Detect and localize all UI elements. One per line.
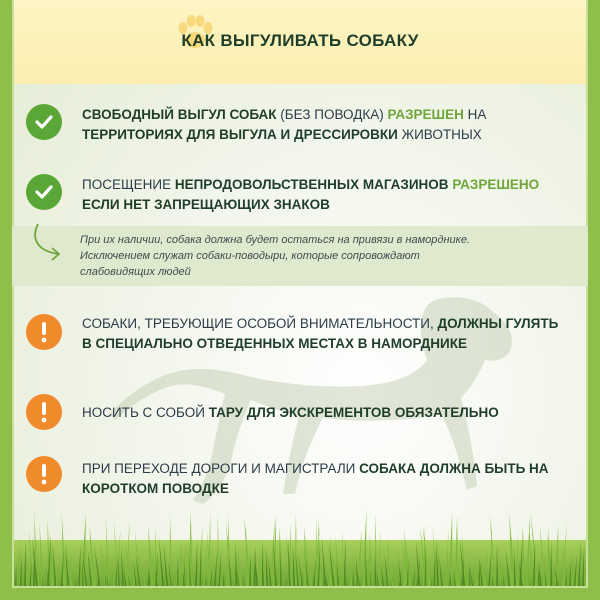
check-circle-icon: [26, 174, 62, 210]
header-banner: [0, 0, 600, 84]
note-line-2: Исключением служат собаки-поводыри, которые сопровождают: [80, 250, 420, 262]
rule-text-5: [82, 459, 552, 499]
curved-arrow-icon: [28, 222, 68, 266]
note-line-3: слабовидящих людей: [80, 266, 191, 278]
rule-text-1: [82, 105, 582, 145]
rule-text-4: [82, 403, 572, 423]
rule-text-segment: ЕСЛИ НЕТ ЗАПРЕЩАЮЩИХ ЗНАКОВ: [82, 197, 330, 212]
rule-text-segment: СВОБОДНЫЙ ВЫГУЛ СОБАК: [82, 107, 277, 122]
rule-text-segment: СОБАКИ, ТРЕБУЮЩИЕ ОСОБОЙ ВНИМАТЕЛЬНОСТИ,: [82, 316, 438, 331]
warning-circle-icon: [26, 314, 62, 350]
rule-text-segment: ЖИВОТНЫХ: [397, 127, 482, 142]
rule-text-segment: ТЕРРИТОРИЯХ ДЛЯ ВЫГУЛА И ДРЕССИРОВКИ: [82, 127, 398, 142]
rule-text-segment: СОБАКА ДОЛЖНА БЫТЬ НА КОРОТКОМ ПОВОДКЕ: [82, 461, 549, 496]
note-text: [80, 232, 560, 280]
rule-text-segment: НЕПРОДОВОЛЬСТВЕННЫХ МАГАЗИНОВ: [174, 177, 449, 192]
check-circle-icon: [26, 104, 62, 140]
rule-text-segment: РАЗРЕШЕНО: [452, 177, 540, 192]
rule-text-segment: (БЕЗ ПОВОДКА): [276, 107, 388, 122]
rule-text-2: [82, 175, 542, 215]
page-title: КАК ВЫГУЛИВАТЬ СОБАКУ: [181, 31, 419, 50]
note-line-1: При их наличии, собака должна будет остаться на привязи в наморднике.: [80, 234, 471, 246]
rule-text-segment: ДОЛЖНЫ ГУЛЯТЬ В СПЕЦИАЛЬНО ОТВЕДЕННЫХ МЕСТАХ В НАМОРДНИКЕ: [82, 316, 559, 351]
rule-text-segment: НОСИТЬ С СОБОЙ: [82, 405, 209, 420]
rule-text-segment: ПОСЕЩЕНИЕ: [82, 177, 175, 192]
rule-text-segment: НА: [463, 107, 487, 122]
rule-text-segment: ПРИ ПЕРЕХОДЕ ДОРОГИ И МАГИСТРАЛИ: [82, 461, 360, 476]
rule-text-3: [82, 314, 562, 354]
rule-text-segment: РАЗРЕШЕН: [387, 107, 464, 122]
warning-circle-icon: [26, 394, 62, 430]
rule-text-segment: ТАРУ ДЛЯ ЭКСКРЕМЕНТОВ ОБЯЗАТЕЛЬНО: [208, 405, 499, 420]
warning-circle-icon: [26, 456, 62, 492]
